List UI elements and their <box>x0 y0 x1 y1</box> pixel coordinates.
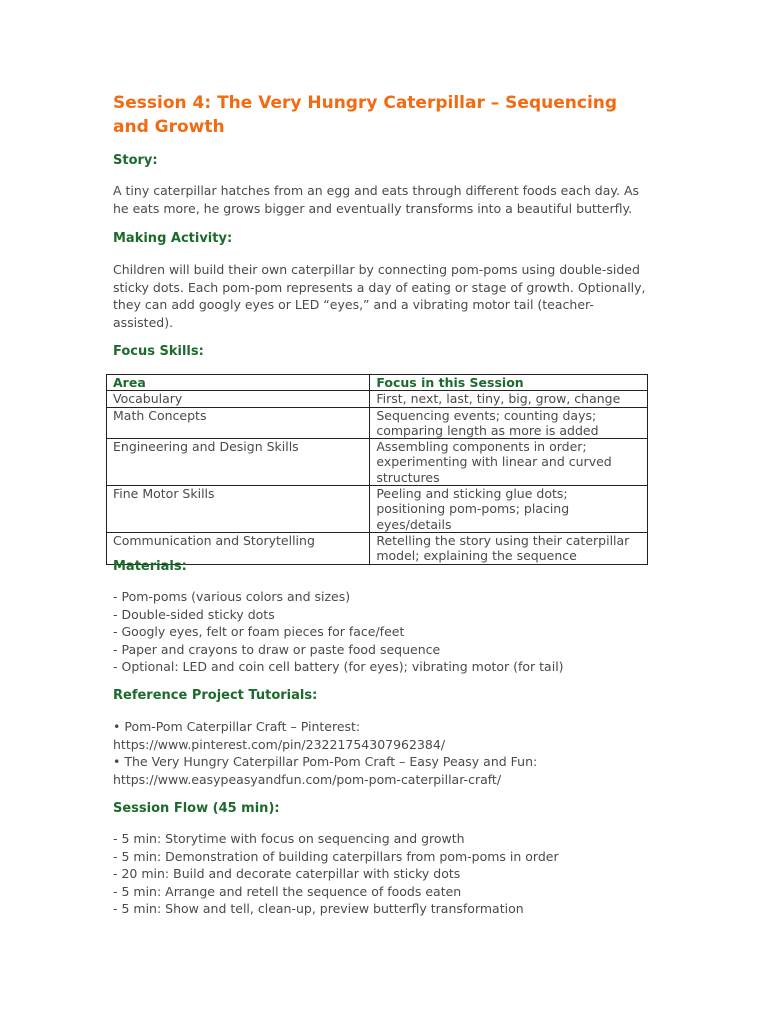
focus-cell <box>370 391 648 407</box>
making-activity-line: they can add googly eyes or LED “eyes,” and a vibrating motor tail (teacher- <box>113 297 594 312</box>
making-activity-line: Children will build their own caterpillar by connecting pom-poms using double-sided <box>113 262 640 277</box>
focus-skills-heading: Focus Skills: <box>113 344 204 359</box>
area-cell: Fine Motor Skills <box>107 486 370 533</box>
table-row <box>107 486 648 533</box>
focus-line: model; explaining the sequence <box>376 548 577 564</box>
area-cell: Engineering and Design Skills <box>107 439 370 486</box>
focus-line: Assembling components in order; <box>376 439 587 455</box>
story-text <box>113 182 653 217</box>
story-heading: Story: <box>113 153 158 168</box>
column-header-area: Area <box>107 375 370 391</box>
tutorial-title: • The Very Hungry Caterpillar Pom-Pom Craft – Easy Peasy and Fun: <box>113 754 538 769</box>
making-activity-text <box>113 261 653 331</box>
focus-line: structures <box>376 469 440 485</box>
making-activity-heading: Making Activity: <box>113 231 233 246</box>
focus-line: Peeling and sticking glue dots; <box>376 486 568 502</box>
making-activity-line: sticky dots. Each pom-pom represents a day of eating or stage of growth. Optionally, <box>113 279 646 295</box>
tutorial-title: • Pom-Pom Caterpillar Craft – Pinterest: <box>113 719 361 734</box>
focus-line: experimenting with linear and curved <box>376 454 612 470</box>
focus-line: eyes/details <box>376 516 452 532</box>
tutorial-link[interactable]: https://www.pinterest.com/pin/23221754307962384/ <box>113 736 446 752</box>
focus-line: Retelling the story using their caterpillar <box>376 532 630 548</box>
tutorial-link[interactable]: https://www.easypeasyandfun.com/pom-pom-caterpillar-craft/ <box>113 771 502 787</box>
list-item: - 5 min: Arrange and retell the sequence of foods eaten <box>113 883 462 899</box>
focus-line: comparing length as more is added <box>376 422 599 438</box>
materials-list <box>113 588 653 676</box>
title-line: and Growth <box>113 117 225 137</box>
area-cell: Vocabulary <box>107 391 370 407</box>
list-item: - 5 min: Demonstration of building caterpillars from pom-poms in order <box>113 848 559 864</box>
story-line: A tiny caterpillar hatches from an egg and eats through different foods each day. As <box>113 183 640 198</box>
table-row <box>107 532 648 564</box>
table-row <box>107 391 648 407</box>
title-line: Session 4: The Very Hungry Caterpillar – Sequencing <box>113 93 618 113</box>
focus-cell <box>370 532 648 564</box>
column-header-focus: Focus in this Session <box>370 375 648 391</box>
tutorials-heading: Reference Project Tutorials: <box>113 688 318 703</box>
materials-heading: Materials: <box>113 559 187 574</box>
story-line: he eats more, he grows bigger and eventually transforms into a beautiful butterfly. <box>113 200 633 216</box>
list-item: - Pom-poms (various colors and sizes) <box>113 589 351 604</box>
focus-cell <box>370 486 648 533</box>
table-row <box>107 407 648 439</box>
area-cell: Math Concepts <box>107 407 370 439</box>
tutorials-list <box>113 718 653 788</box>
focus-line: Sequencing events; counting days; <box>376 407 597 423</box>
focus-skills-table <box>106 374 648 565</box>
focus-cell <box>370 407 648 439</box>
focus-line: positioning pom-poms; placing <box>376 501 570 517</box>
focus-cell <box>370 439 648 486</box>
list-item: - Googly eyes, felt or foam pieces for face/feet <box>113 624 405 639</box>
list-item: - Paper and crayons to draw or paste food sequence <box>113 641 441 657</box>
session-flow-heading: Session Flow (45 min): <box>113 801 280 816</box>
list-item: - 5 min: Storytime with focus on sequencing and growth <box>113 831 465 846</box>
list-item: - 20 min: Build and decorate caterpillar with sticky dots <box>113 866 461 881</box>
list-item: - Optional: LED and coin cell battery (for eyes); vibrating motor (for tail) <box>113 659 564 674</box>
making-activity-line: assisted). <box>113 314 174 330</box>
list-item: - Double-sided sticky dots <box>113 606 275 622</box>
table-row <box>107 439 648 486</box>
session-title <box>113 91 653 139</box>
focus-line: First, next, last, tiny, big, grow, change <box>376 391 621 407</box>
session-flow-list <box>113 830 653 918</box>
area-cell: Communication and Storytelling <box>107 532 370 564</box>
list-item: - 5 min: Show and tell, clean-up, preview butterfly transformation <box>113 901 524 916</box>
table-header-row <box>107 375 648 391</box>
